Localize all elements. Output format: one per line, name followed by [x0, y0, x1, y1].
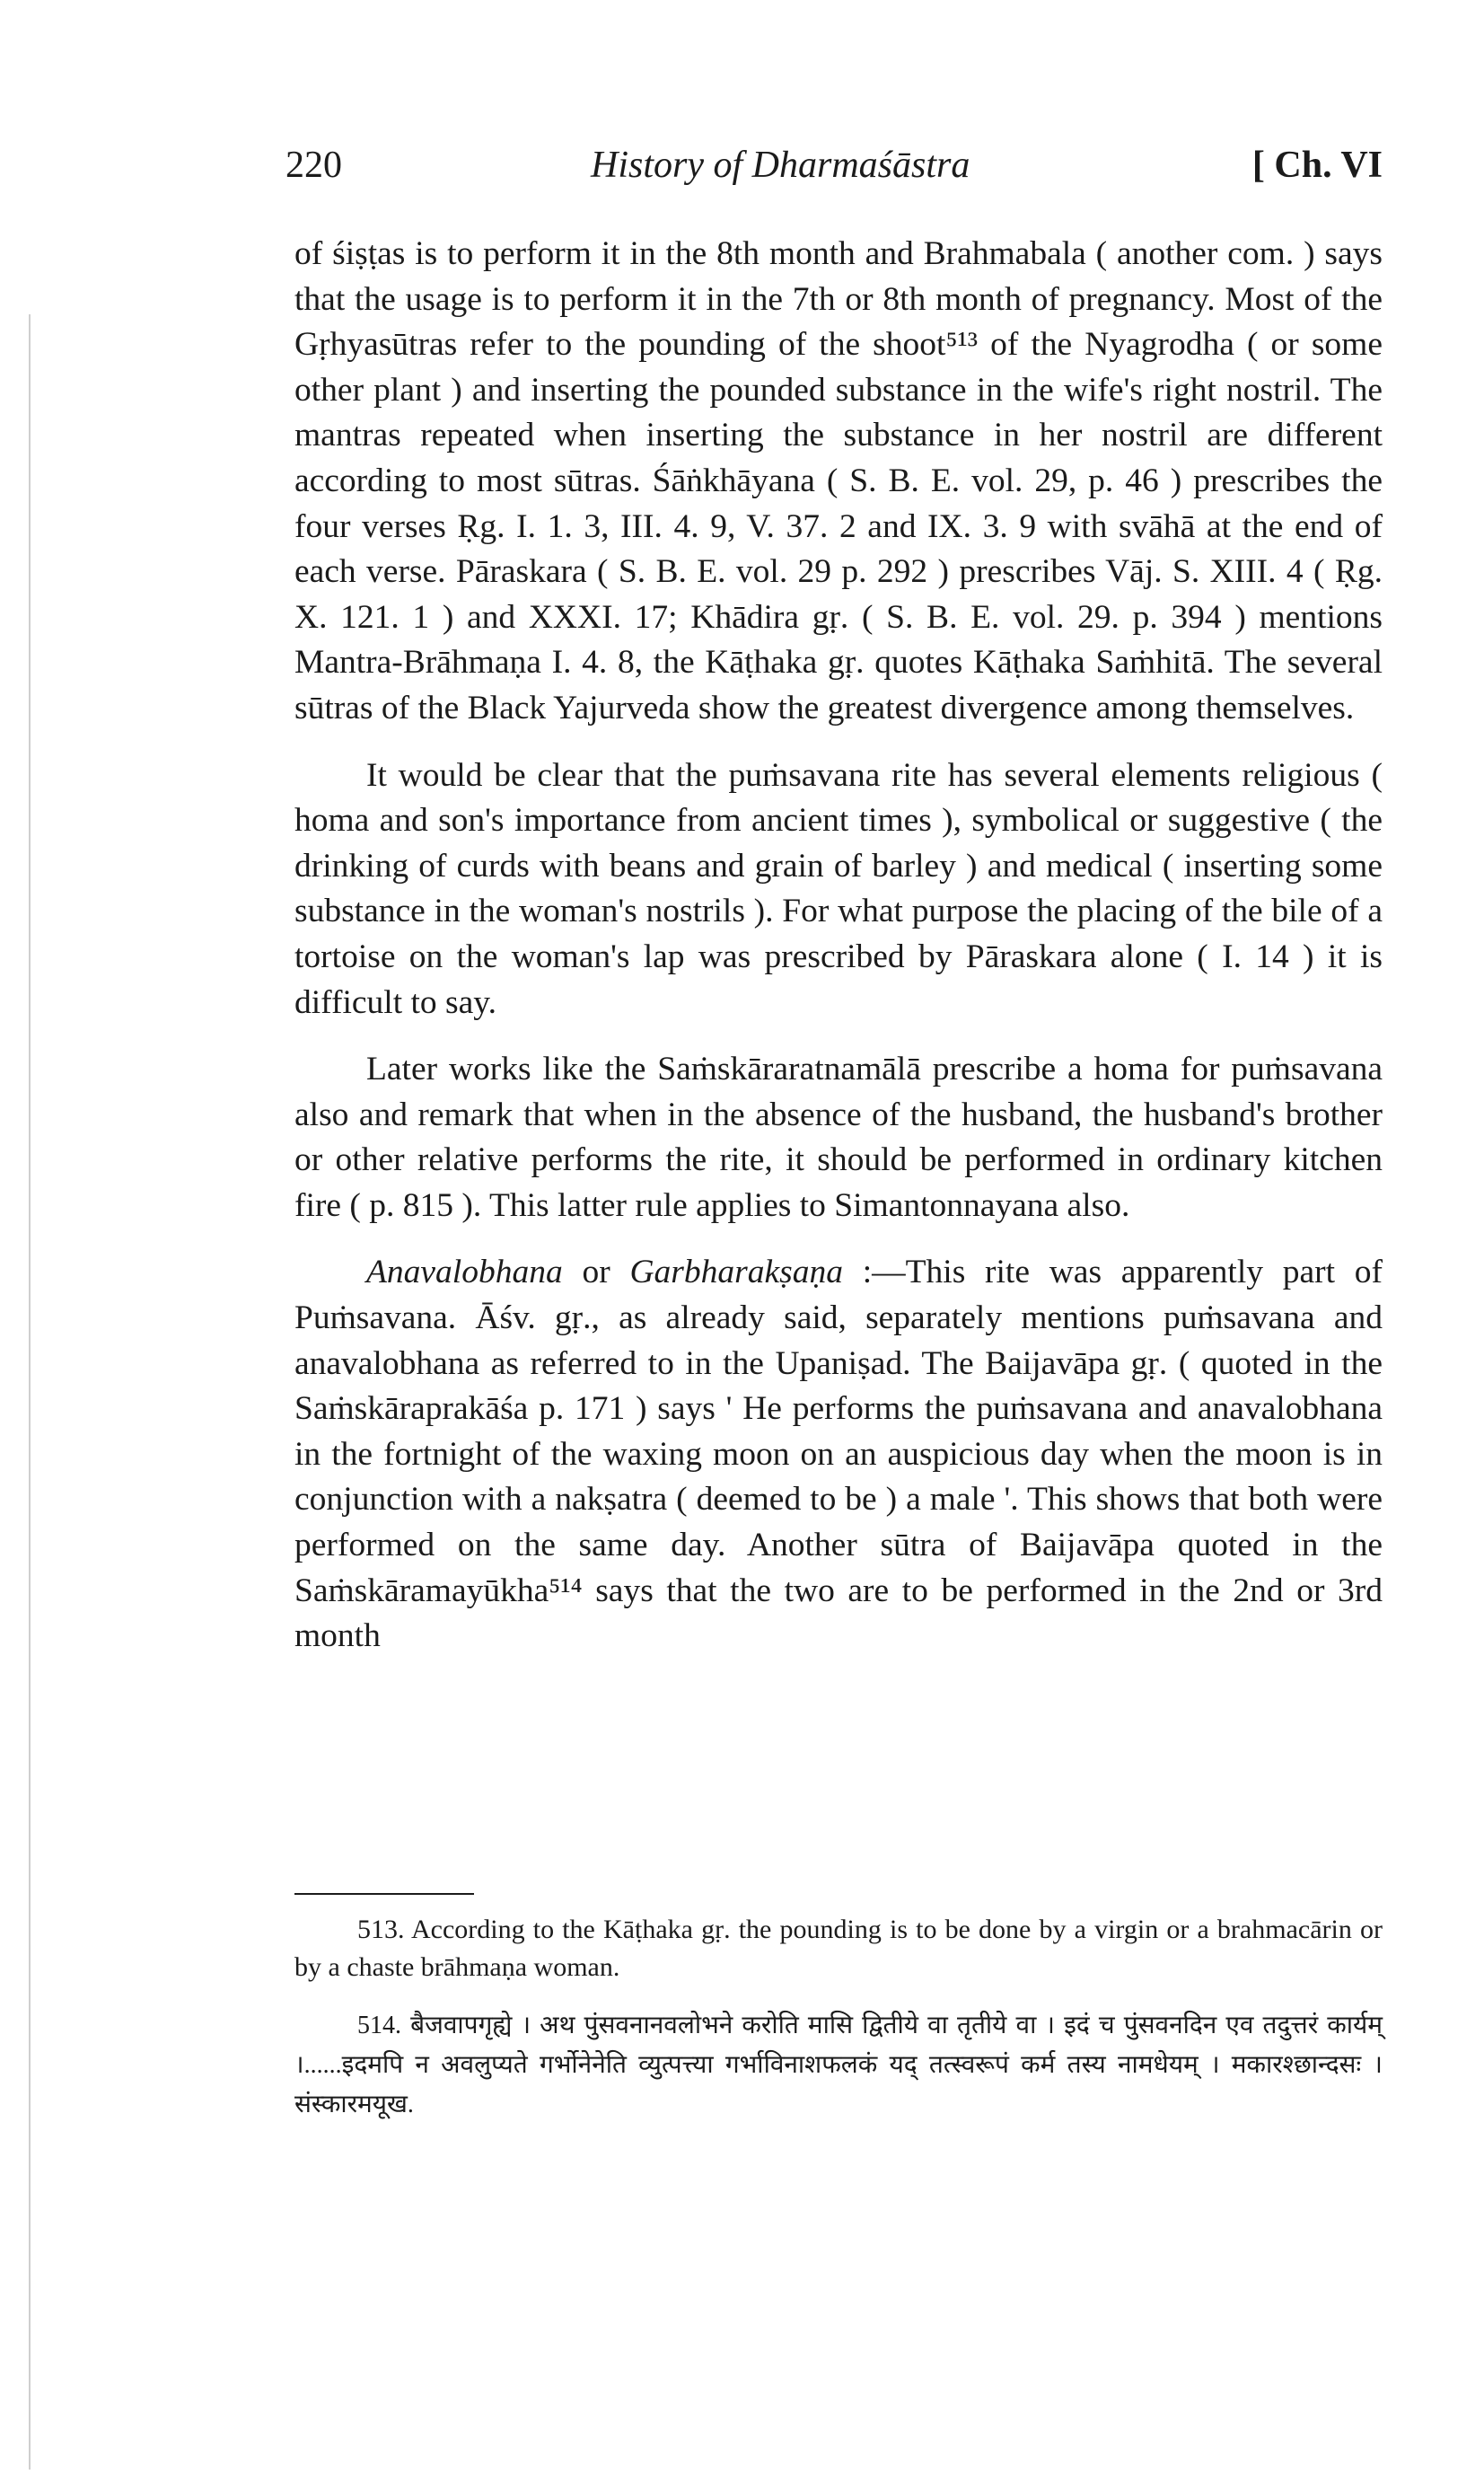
paragraph-4-body: :—This rite was apparently part of Puṁsavana. Āśv. gṛ., as already said, separately mentions puṁsavana and anavalobhana as referred to in the Upaniṣad. The Baijavāpa gṛ. ( quoted in the Saṁskāraprakāśa p. 171 ) says ' He performs the puṁsavana and anavalobhana in the fortnight of the waxing moon on an auspicious day when the moon is in conjunction with a nakṣatra ( deemed to be ) a male '. This shows that both were performed on the same day. Another sūtra of Baijavāpa quoted in the Saṁskāramayūkha⁵¹⁴ says that the two are to be performed in the 2nd or 3rd month	[294, 1254, 1383, 1655]
term-anavalobhana: Anavalobhana	[366, 1254, 563, 1291]
footnote-514-text: बैजवापगृह्ये । अथ पुंसवनानवलोभने करोति मासि द्वितीये वा तृतीये वा । इदं च पुंसवनदिन एव तदुत्तरं कार्यम् ।......इदमपि न अवलुप्यते गर्भोनेनेति व्युत्पत्त्या गर्भाविनाशफलकं यद् तत्स्वरूपं कर्म तस्य नामधेयम् । मकारश्छान्दसः । संस्कारमयूख.	[294, 2012, 1383, 2118]
conjunction-or: or	[582, 1254, 610, 1291]
running-title: History of Dharmaśāstra	[591, 145, 970, 186]
footnote-separator	[294, 1893, 474, 1895]
paragraph-4	[294, 1250, 1383, 1659]
term-garbharaksana: Garbharakṣaṇa	[629, 1254, 843, 1291]
footnote-514-number: 514.	[357, 2012, 401, 2039]
footnotes	[294, 1911, 1383, 2144]
paragraph-3: Later works like the Saṁskāraratnamālā prescribe a homa for puṁsavana also and remark that when in the absence of the husband, the husband's brother or other relative performs the rite, it should be performed in ordinary kitchen fire ( p. 815 ). This latter rule applies to Simantonnayana also.	[294, 1051, 1383, 1224]
footnote-513-number: 513.	[357, 1915, 405, 1944]
footnote-513	[294, 1911, 1383, 1986]
chapter-label: [ Ch. VI	[1251, 145, 1383, 186]
paragraph-1: of śiṣṭas is to perform it in the 8th month and Brahmabala ( another com. ) says that the usage is to perform it in the 7th or 8th month of pregnancy. Most of the Gṛhyasūtras refer to the pounding of the shoot⁵¹³ of the Nyagrodha ( or some other plant ) and inserting the pounded substance in the wife's right nostril. The mantras repeated when inserting the substance in her nostril are different according to most sūtras. Śāṅkhāyana ( S. B. E. vol. 29, p. 46 ) prescribes the four verses Ṛg. I. 1. 3, III. 4. 9, V. 37. 2 and IX. 3. 9 with svāhā at the end of each verse. Pāraskara ( S. B. E. vol. 29 p. 292 ) prescribes Vāj. S. XIII. 4 ( Ṛg. X. 121. 1 ) and XXXI. 17; Khādira gṛ. ( S. B. E. vol. 29. p. 394 ) mentions Mantra-Brāhmaṇa I. 4. 8, the Kāṭhaka gṛ. quotes Kāṭhaka Saṁhitā. The several sūtras of the Black Yajurveda show the greatest divergence among themselves.	[294, 235, 1383, 726]
footnote-513-text: According to the Kāṭhaka gṛ. the pounding is to be done by a virgin or a brahmacārin or by a chaste brāhmaṇa woman.	[294, 1915, 1383, 1982]
paragraph-2: It would be clear that the puṁsavana rite has several elements religious ( homa and son's importance from ancient times ), symbolical or suggestive ( the drinking of curds with beans and grain of barley ) and medical ( inserting some substance in the woman's nostrils ). For what purpose the placing of the bile of a tortoise on the woman's lap was prescribed by Pāraskara alone ( I. 14 ) it is difficult to say.	[294, 756, 1383, 1021]
footnote-514	[294, 2006, 1383, 2125]
main-text	[294, 232, 1383, 1660]
page-number: 220	[285, 145, 342, 186]
page-header	[285, 144, 1383, 198]
page-margin-rule	[29, 314, 31, 2470]
